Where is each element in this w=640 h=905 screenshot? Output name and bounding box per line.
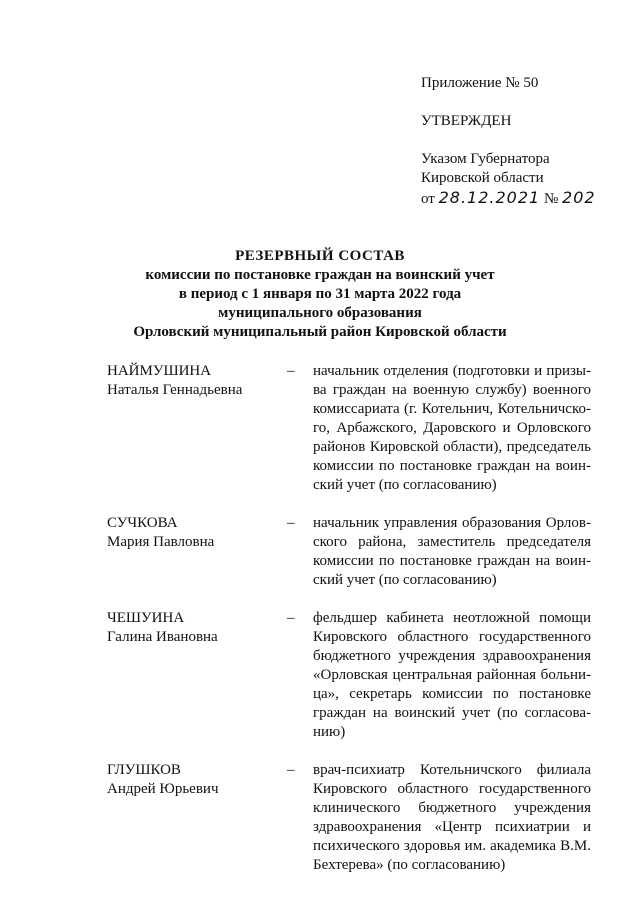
member-entry	[107, 362, 591, 495]
decree-date-line	[421, 188, 596, 209]
member-description: начальник отделения (подготовки и призыва граждан на военную службу) военного комиссариата (г. Котельнич, Котельничского, Арбажского, Даровского и Орловского районов Кировской области), председатель комиссии по постановке граждан на воинский учет (по согласованию)	[313, 363, 591, 493]
member-name	[107, 609, 285, 742]
member-given-names: Мария Павловна	[107, 534, 215, 550]
title-line-4: муниципального образования	[218, 305, 422, 321]
member-surname: СУЧКОВА	[107, 515, 178, 531]
decree-line-1: Указом Губернатора	[421, 151, 550, 167]
title-line-1: РЕЗЕРВНЫЙ СОСТАВ	[235, 248, 405, 264]
handwritten-date: 28.12.2021	[438, 188, 541, 207]
member-entry	[107, 609, 591, 742]
member-name	[107, 362, 285, 495]
title-line-3: в период с 1 января по 31 марта 2022 года	[178, 286, 462, 302]
decree-line-2: Кировской области	[421, 170, 544, 186]
member-dash: –	[287, 610, 295, 626]
member-name	[107, 514, 285, 590]
member-dash: –	[287, 762, 295, 778]
member-surname: ГЛУШКОВ	[107, 762, 181, 778]
date-prefix: от	[421, 191, 435, 207]
approved-stamp: УТВЕРЖДЕН	[421, 113, 512, 129]
member-name	[107, 761, 285, 875]
approval-block	[421, 74, 596, 209]
member-given-names: Андрей Юрьевич	[107, 781, 219, 797]
member-description: фельдшер кабинета неотложной помощи Кировского областного государственного бюджетного учреждения здравоохранения «Орловская центральная районная больница», секретарь комиссии по постановке граждан на воинский учет (по согласованию)	[313, 610, 591, 740]
members-list	[107, 362, 591, 894]
document-title	[0, 247, 640, 342]
member-description: начальник управления образования Орловского района, заместитель председателя комиссии по постановке граждан на воинский учет (по согласованию)	[313, 515, 591, 588]
member-surname: НАЙМУШИНА	[107, 363, 212, 379]
member-given-names: Наталья Геннадьевна	[107, 382, 243, 398]
number-sign: №	[543, 191, 559, 207]
handwritten-number: 202	[562, 188, 596, 207]
title-line-5: Орловский муниципальный район Кировской области	[133, 324, 507, 340]
member-entry	[107, 514, 591, 590]
member-surname: ЧЕШУИНА	[107, 610, 185, 626]
title-line-2: комиссии по постановке граждан на воинский учет	[145, 267, 495, 283]
member-dash: –	[287, 515, 295, 531]
member-description: врач-психиатр Котельничского филиала Кировского областного государственного клинического бюджетного учреждения здравоохранения «Центр психиатрии и психического здоровья им. академика В.М. Бехтерева» (по согласованию)	[313, 762, 591, 873]
member-dash: –	[287, 363, 295, 379]
appendix-number: Приложение № 50	[421, 75, 539, 91]
member-given-names: Галина Ивановна	[107, 629, 218, 645]
member-entry	[107, 761, 591, 875]
